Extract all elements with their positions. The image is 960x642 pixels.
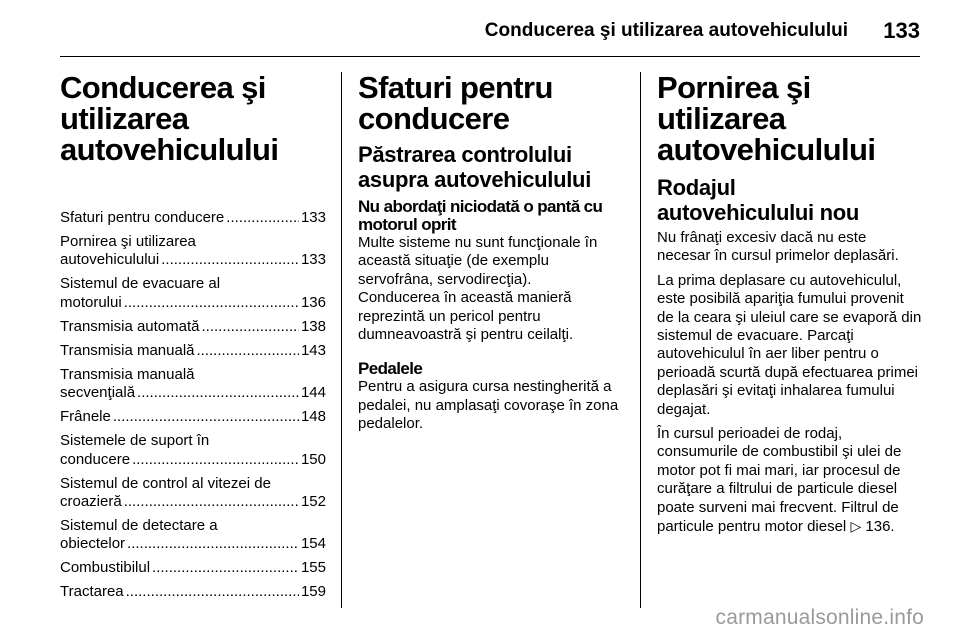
toc-leader-dots <box>113 408 299 426</box>
toc-entry-page: 144 <box>300 384 326 402</box>
toc-entry[interactable] <box>60 583 326 601</box>
toc-entry-page: 155 <box>300 559 326 577</box>
page-number: 133 <box>883 18 920 43</box>
toc-leader-dots <box>124 493 299 511</box>
toc-entry-line <box>60 251 326 269</box>
toc-leader-dots <box>152 559 299 577</box>
toc-entry-page: 136 <box>300 293 326 311</box>
toc-entry-title: conducere <box>60 450 131 468</box>
column-divider-2 <box>640 72 641 608</box>
toc-entry[interactable] <box>60 209 326 227</box>
toc-entry[interactable] <box>60 475 326 512</box>
toc-leader-dots <box>226 209 299 227</box>
toc-entry-title: Tractarea <box>60 583 124 601</box>
column-divider-1 <box>341 72 342 608</box>
chapter-contents-column <box>60 72 326 607</box>
toc-entry-line <box>60 451 326 469</box>
starting-operating-column <box>657 72 923 543</box>
heading-pedals: Pedalele <box>358 359 423 379</box>
toc-entry-page: 148 <box>300 408 326 426</box>
section-title-driving-tips: Sfaturi pentru conducere <box>358 70 553 136</box>
toc-entry-line1: Sistemul de evacuare al <box>60 275 221 293</box>
toc-entry-page: 152 <box>300 493 326 511</box>
toc-entry-line1: Transmisia manuală <box>60 365 195 383</box>
toc-entry[interactable] <box>60 318 326 336</box>
paragraph-running-in-text: În cursul perioadei de rodaj, consumurile de combustibil şi ulei de motor pot fi mai mari, iar procesul de curăţare a filtrului de particule diesel poate surveni mai frecvent. Filtrul de particule pentru motor diesel <box>657 425 902 536</box>
toc-leader-dots <box>132 451 299 469</box>
toc-entry-line <box>60 342 326 360</box>
toc-entry-line1: Sistemul de control al vitezei de <box>60 474 271 492</box>
toc-entry-title: croazieră <box>60 493 122 511</box>
toc-entry-line <box>60 583 326 601</box>
toc-entry-page: 143 <box>300 341 326 359</box>
toc-entry-line1: Pornirea şi utilizarea <box>60 233 196 250</box>
toc-entry-title: motorului <box>60 293 122 311</box>
chapter-title: Conducerea şi utilizarea autovehiculului <box>60 70 279 167</box>
toc-entry-page: 154 <box>300 535 326 553</box>
toc-entry-line <box>60 318 326 336</box>
toc-entry-title: Transmisia automată <box>60 317 200 335</box>
heading-engine-off-slope: Nu abordaţi niciodată o pantă cu motorul oprit <box>358 197 603 234</box>
toc-entry-title: Transmisia manuală <box>60 341 195 359</box>
toc-entry-line <box>60 535 326 553</box>
toc-leader-dots <box>124 294 299 312</box>
toc-entry-page: 159 <box>300 583 326 601</box>
toc-entry[interactable] <box>60 342 326 360</box>
paragraph-engine-off: Multe sisteme nu sunt funcţionale în această situaţie (de exemplu servofrâna, servodirecţia). Conducerea în această manieră reprezintă un pericol pentru dumneavoastră şi pentru ceilalţi. <box>358 234 598 344</box>
driving-tips-column <box>358 72 628 440</box>
toc-entry-line <box>60 408 326 426</box>
subsection-title-running-in: Rodajul autovehiculului nou <box>657 175 860 225</box>
toc-entry[interactable] <box>60 517 326 554</box>
page-reference[interactable]: 136. <box>861 518 895 536</box>
toc-leader-dots <box>161 251 299 269</box>
toc-leader-dots <box>137 384 299 402</box>
paragraph-pedals: Pentru a asigura cursa nestingherită a pedalei, nu amplasaţi covoraşe în zona pedalelor. <box>358 378 619 433</box>
toc-entry-line1: Sistemele de suport în <box>60 432 210 450</box>
toc-entry-page: 150 <box>300 450 326 468</box>
toc-entry[interactable] <box>60 432 326 469</box>
toc-entry-page: 133 <box>300 209 326 226</box>
toc-entry-page: 138 <box>300 317 326 335</box>
toc-entry-line <box>60 384 326 402</box>
toc-entry[interactable] <box>60 366 326 403</box>
toc-entry-title: Sfaturi pentru conducere <box>60 209 225 226</box>
paragraph-braking: Nu frânaţi excesiv dacă nu este necesar în cursul primelor deplasări. <box>657 229 899 265</box>
table-of-contents <box>60 209 326 602</box>
paragraph-first-drive: La prima deplasare cu autovehiculul, este posibilă apariţia fumului provenit de la ceara şi uleiul care se evaporă din sistemul de evacuare. Parcaţi autovehiculul în aer liber pentru o perioadă scurtă după efectuarea primei deplasări şi evitaţi inhalarea fumului degajat. <box>657 271 922 418</box>
subsection-title-vehicle-control: Păstrarea controlului asupra autovehiculului <box>358 142 592 192</box>
toc-leader-dots <box>202 318 299 336</box>
page-reference-icon: ▷ <box>850 518 862 535</box>
page-header <box>60 10 920 57</box>
toc-entry-line <box>60 209 326 227</box>
watermark: carmanualsonline.info <box>715 606 924 629</box>
toc-entry-title: obiectelor <box>60 535 126 553</box>
toc-leader-dots <box>126 583 299 601</box>
paragraph-running-in <box>657 425 923 536</box>
toc-entry[interactable] <box>60 233 326 270</box>
header-title: Conducerea şi utilizarea autovehiculului <box>484 20 848 41</box>
section-title-starting: Pornirea şi utilizarea autovehiculului <box>657 70 876 167</box>
toc-leader-dots <box>197 342 299 360</box>
toc-entry-title: autovehiculului <box>60 251 160 269</box>
toc-entry-title: secvenţială <box>60 384 136 402</box>
toc-entry-page: 133 <box>300 251 326 269</box>
toc-entry-title: Combustibilul <box>60 559 151 577</box>
toc-entry-line1: Sistemul de detectare a <box>60 517 218 535</box>
toc-leader-dots <box>127 535 299 553</box>
toc-entry-line <box>60 294 326 312</box>
toc-entry-line <box>60 559 326 577</box>
toc-entry-title: Frânele <box>60 408 111 426</box>
toc-entry-line <box>60 493 326 511</box>
toc-entry[interactable] <box>60 408 326 426</box>
toc-entry[interactable] <box>60 559 326 577</box>
toc-entry[interactable] <box>60 275 326 312</box>
